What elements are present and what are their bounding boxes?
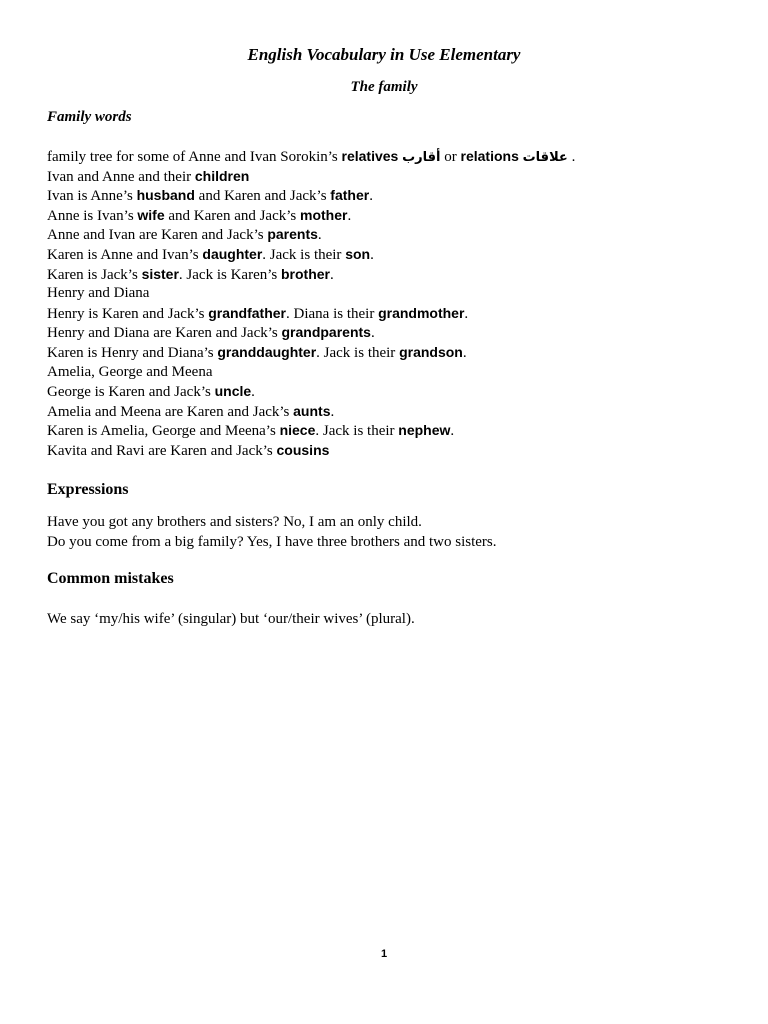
document-title: English Vocabulary in Use Elementary	[247, 45, 521, 64]
vocabulary-word: aunts	[293, 402, 331, 419]
vocabulary-word: grandfather	[208, 304, 286, 321]
expression-line: Do you come from a big family? Yes, I have three brothers and two sisters.	[47, 534, 497, 550]
line-text: . Jack is Karen’s	[178, 266, 281, 283]
line-text: .	[370, 246, 374, 263]
line-text: .	[567, 149, 576, 165]
vocabulary-word: relatives	[341, 148, 399, 164]
line-text: and Karen and Jack’s	[164, 207, 301, 224]
line-text: Anne is Ivan’s	[47, 207, 138, 224]
family-word-line	[47, 304, 727, 324]
family-word-line	[47, 206, 727, 226]
line-text: .	[317, 227, 322, 244]
vocabulary-word: grandmother	[378, 304, 465, 321]
family-word-line	[47, 167, 727, 187]
family-word-line	[47, 402, 727, 422]
vocabulary-word: brother	[280, 265, 330, 282]
line-text: .	[347, 207, 352, 224]
vocabulary-word: niece	[279, 422, 316, 439]
line-text: Karen is Anne and Ivan’s	[47, 246, 203, 263]
family-word-line	[47, 363, 727, 383]
family-word-line	[47, 382, 727, 402]
page-number: 1	[380, 948, 388, 960]
vocabulary-word: relations	[460, 148, 519, 164]
arabic-translation: علاقات	[522, 150, 568, 165]
family-word-line	[47, 245, 727, 265]
line-text: Ivan is Anne’s	[47, 188, 137, 205]
family-word-line	[47, 225, 727, 245]
family-word-line	[47, 343, 727, 363]
family-word-line	[47, 284, 727, 304]
section-heading-family-words: Family words	[47, 109, 132, 125]
family-word-line	[47, 421, 727, 441]
line-text: family tree for some of Anne and Ivan Sorokin’s	[47, 149, 342, 165]
line-text: Amelia and Meena are Karen and Jack’s	[47, 403, 294, 420]
vocabulary-word: sister	[141, 265, 179, 282]
vocabulary-word: cousins	[276, 441, 330, 458]
vocabulary-word: wife	[137, 206, 165, 223]
vocabulary-word: son	[345, 245, 371, 262]
family-words-list	[47, 147, 727, 461]
line-text: Kavita and Ravi are Karen and Jack’s	[47, 442, 277, 459]
section-heading-common-mistakes: Common mistakes	[47, 570, 174, 587]
arabic-translation: أقارب	[402, 150, 441, 165]
expression-line: Have you got any brothers and sisters? No, I am an only child.	[47, 514, 422, 530]
family-word-line	[47, 147, 727, 167]
line-text: .	[462, 344, 467, 361]
line-text: . Jack is their	[262, 246, 346, 263]
family-word-line	[47, 323, 727, 343]
document-subtitle: The family	[350, 79, 418, 95]
line-text: Henry and Diana	[47, 285, 150, 302]
line-text: Amelia, George and Meena	[47, 363, 213, 380]
vocabulary-word: parents	[267, 226, 318, 243]
line-text: Karen is Amelia, George and Meena’s	[47, 423, 280, 440]
line-text: George is Karen and Jack’s	[47, 384, 215, 401]
line-text: .	[450, 423, 455, 440]
vocabulary-word: father	[330, 187, 370, 204]
vocabulary-word: mother	[300, 206, 348, 223]
line-text: .	[329, 266, 334, 283]
family-word-line	[47, 265, 727, 285]
vocabulary-word: grandson	[399, 343, 463, 360]
family-word-line	[47, 441, 727, 461]
line-text: .	[330, 403, 335, 420]
line-text: . Jack is their	[316, 344, 400, 361]
line-text: .	[370, 325, 375, 342]
vocabulary-word: daughter	[202, 245, 263, 262]
vocabulary-word: uncle	[214, 383, 252, 400]
line-text: Anne and Ivan are Karen and Jack’s	[47, 227, 268, 244]
line-text: Karen is Jack’s	[47, 266, 142, 283]
vocabulary-word: nephew	[398, 422, 451, 439]
vocabulary-word: grandparents	[281, 324, 371, 341]
line-text: Henry and Diana are Karen and Jack’s	[47, 325, 282, 342]
line-text: Ivan and Anne and their	[47, 168, 195, 185]
vocabulary-word: granddaughter	[217, 343, 317, 360]
vocabulary-word: children	[194, 167, 250, 184]
family-word-line	[47, 186, 727, 206]
line-text: or	[440, 149, 461, 165]
section-heading-expressions: Expressions	[47, 481, 129, 498]
line-text: .	[251, 384, 255, 401]
line-text: and Karen and Jack’s	[194, 188, 331, 205]
line-text: .	[464, 305, 469, 322]
line-text: Henry is Karen and Jack’s	[47, 305, 209, 322]
line-text: .	[369, 188, 373, 205]
vocabulary-word: husband	[136, 187, 195, 204]
line-text: . Jack is their	[315, 423, 399, 440]
line-text: . Diana is their	[286, 305, 379, 322]
line-text: Karen is Henry and Diana’s	[47, 344, 218, 361]
common-mistakes-text: We say ‘my/his wife’ (singular) but ‘our/their wives’ (plural).	[47, 611, 415, 627]
